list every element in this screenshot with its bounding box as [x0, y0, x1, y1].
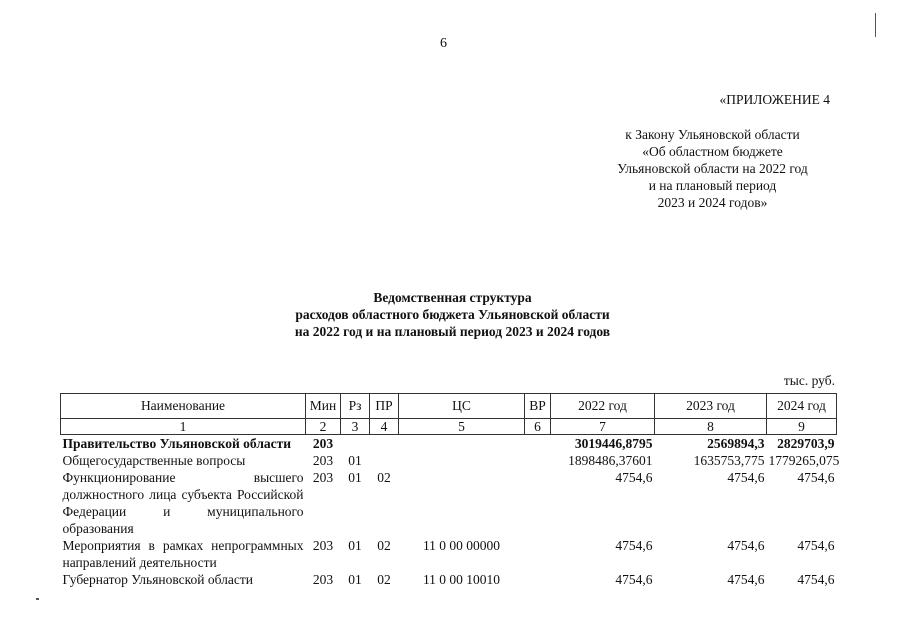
budget-table [60, 393, 840, 588]
header-2022: 2022 год [551, 394, 655, 419]
row-vr [525, 571, 551, 588]
row-2022: 1898486,37601 [568, 453, 653, 468]
page-number: 6 [440, 36, 447, 51]
row-min: 203 [312, 436, 334, 451]
column-index: 6 [525, 419, 551, 435]
header-row [61, 394, 837, 419]
row-rz: 01 [348, 453, 362, 468]
row-min: 203 [312, 572, 334, 587]
row-name: Губернатор Ульяновской области [62, 572, 254, 587]
column-index: 9 [767, 419, 837, 435]
row-cs [399, 469, 525, 537]
row-pr: 02 [377, 538, 391, 553]
table-row [61, 452, 837, 469]
row-pr: 02 [377, 470, 391, 485]
row-name: Мероприятия в рамках непрограммных направлений деятельности [62, 538, 304, 570]
column-index: 2 [306, 419, 341, 435]
law-line: «Об областном бюджете [642, 144, 783, 159]
appendix-title [600, 92, 840, 108]
header-pr: ПР [370, 394, 399, 419]
row-vr [525, 452, 551, 469]
row-vr [525, 469, 551, 537]
header-2023: 2023 год [655, 394, 767, 419]
row-2022: 4754,6 [615, 572, 653, 587]
header-cs: ЦС [399, 394, 525, 419]
row-2024: 4754,6 [797, 470, 835, 485]
row-pr: 02 [377, 572, 391, 587]
column-index: 3 [341, 419, 370, 435]
row-2023: 4754,6 [727, 470, 765, 485]
row-cs [399, 435, 525, 453]
row-pr [370, 452, 399, 469]
title-line: расходов областного бюджета Ульяновской области [295, 307, 610, 322]
scan-mark [875, 13, 876, 37]
row-min: 203 [312, 470, 334, 485]
row-2024: 1779265,075 [768, 453, 840, 468]
column-index-row [61, 419, 837, 435]
law-line: 2023 и 2024 годов» [657, 195, 768, 210]
column-index: 7 [551, 419, 655, 435]
row-min: 203 [312, 453, 334, 468]
row-2023: 2569894,3 [707, 436, 765, 451]
row-rz: 01 [348, 470, 362, 485]
row-name: Правительство Ульяновской области [62, 436, 292, 451]
row-2023: 4754,6 [727, 572, 765, 587]
row-rz [341, 435, 370, 453]
header-vr: ВР [525, 394, 551, 419]
row-vr [525, 435, 551, 453]
title-line: на 2022 год и на плановый период 2023 и 2024 годов [294, 324, 611, 339]
header-name: Наименование [61, 394, 306, 419]
row-2022: 3019446,8795 [574, 436, 653, 451]
column-index: 8 [655, 419, 767, 435]
title-line: Ведомственная структура [373, 290, 532, 305]
row-name: Функционирование высшего должностного лица субъекта Российской Федерации и муниципального образования [62, 470, 304, 536]
row-min: 203 [312, 538, 334, 553]
row-2022: 4754,6 [615, 538, 653, 553]
table-row [61, 435, 837, 453]
table-row [61, 469, 837, 537]
row-2024: 4754,6 [797, 538, 835, 553]
law-line: Ульяновской области на 2022 год [617, 161, 808, 176]
row-rz: 01 [348, 538, 362, 553]
row-2024: 2829703,9 [777, 436, 835, 451]
column-index: 4 [370, 419, 399, 435]
row-cs: 11 0 00 00000 [422, 538, 501, 553]
row-2023: 4754,6 [727, 538, 765, 553]
law-reference [590, 126, 835, 211]
units-label: тыс. руб. [783, 373, 835, 388]
row-vr [525, 537, 551, 571]
appendix-heading: «ПРИЛОЖЕНИЕ 4 [719, 92, 830, 107]
table-row [61, 571, 837, 588]
row-cs [399, 452, 525, 469]
row-name: Общегосударственные вопросы [62, 453, 246, 468]
row-2022: 4754,6 [615, 470, 653, 485]
column-index: 1 [61, 419, 306, 435]
row-rz: 01 [348, 572, 362, 587]
scan-mark [36, 598, 39, 600]
column-index: 5 [399, 419, 525, 435]
law-line: и на плановый период [648, 178, 777, 193]
row-pr [370, 435, 399, 453]
header-min: Мин [306, 394, 341, 419]
table-row [61, 537, 837, 571]
row-2024: 4754,6 [797, 572, 835, 587]
row-cs: 11 0 00 10010 [422, 572, 501, 587]
header-2024: 2024 год [767, 394, 837, 419]
row-2023: 1635753,775 [693, 453, 765, 468]
law-line: к Закону Ульяновской области [625, 127, 800, 142]
header-rz: Рз [341, 394, 370, 419]
document-title [200, 289, 705, 340]
